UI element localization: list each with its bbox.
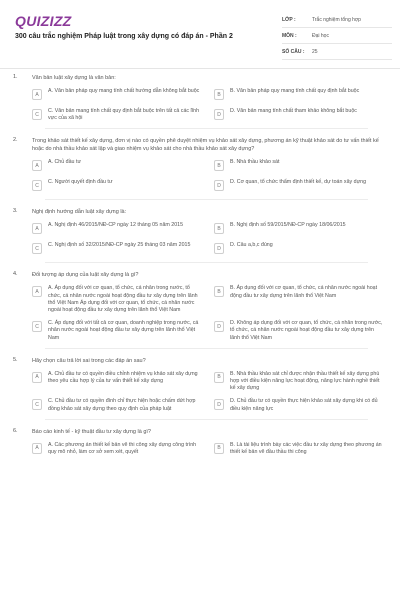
option-letter-box: A [32, 223, 42, 234]
meta-row-class [282, 12, 392, 28]
option-text: C. Áp dụng đối với tất cả cơ quan, doanh nghiệp trong nước, cá nhân nước ngoài hoạt động đầu tư xây dựng trên lãnh thổ Việt Nam [48, 320, 199, 341]
option-text: D. Chủ đầu tư có quyền thực hiện khảo sát xây dựng khi có đủ điều kiện năng lực [230, 398, 378, 412]
option-text: D. Cơ quan, tổ chức thẩm định thiết kế, dự toán xây dựng [230, 179, 367, 186]
question-text: Báo cáo kinh tế - kỹ thuật đầu tư xây dựng là gì? [32, 428, 151, 435]
option-letter-box: A [32, 443, 42, 454]
meta-value: Trắc nghiệm tổng hợp [312, 16, 361, 23]
option-text: C. Người quyết định đầu tư [48, 179, 113, 186]
option-text: B. Áp dụng đối với cơ quan, tổ chức, cá nhân nước ngoài hoạt động đầu tư xây dựng trên lãnh thổ Việt Nam [230, 285, 378, 299]
divider [45, 419, 368, 420]
divider [45, 199, 368, 200]
meta-table [282, 12, 392, 60]
option-b[interactable] [214, 222, 384, 236]
option-letter-box: D [214, 399, 224, 410]
question-number: 6. [13, 427, 18, 434]
meta-value: Đại học [312, 32, 329, 39]
question-3 [0, 208, 400, 263]
document-title: 300 câu trắc nghiệm Pháp luật trong xây dựng có đáp án - Phần 2 [15, 33, 233, 40]
option-a[interactable] [32, 88, 202, 102]
option-a[interactable] [32, 442, 202, 456]
option-text: C. Chủ đầu tư có quyền đình chỉ thực hiện hoặc chấm dứt hợp đồng khảo sát xây dựng theo quy định của pháp luật [48, 398, 196, 412]
option-letter-box: A [32, 160, 42, 171]
meta-row-count [282, 44, 392, 60]
option-letter-box: A [32, 372, 42, 383]
option-text: D. Không áp dụng đối với cơ quan, tổ chức, cá nhân trong nước, tổ chức, cá nhân nước ngoài hoạt động đầu tư xây dựng trên lãnh thổ Việt Nam [230, 320, 383, 341]
option-letter-box: C [32, 399, 42, 410]
question-list [0, 74, 400, 464]
meta-value: 25 [312, 48, 318, 55]
meta-key: SỐ CÂU : [282, 48, 305, 55]
option-letter-box: C [32, 109, 42, 120]
option-letter-box: D [214, 109, 224, 120]
option-text: B. Nhà thầu khảo sát [230, 159, 280, 166]
option-c[interactable] [32, 320, 202, 342]
question-text: Trong khảo sát thiết kế xây dựng, đơn vị nào có quyền phê duyệt nhiệm vụ khảo sát xây dựng, phương án kỹ thuật khảo sát do tư vấn thiết kế hoặc do nhà thầu khảo sát lập và giao nhiệm vụ khảo sát cho nhà thầu khảo sát xây dựng? [32, 138, 379, 153]
option-text: A. Áp dụng đối với cơ quan, tổ chức, cá nhân trong nước, tổ chức, cá nhân nước ngoài hoạt động đầu tư xây dựng trên lãnh thổ Việt Nam Áp dụng đối với cơ quan, tổ chức, cá nhân nước ngoài hoạt động đầu tư xây dựng trên lãnh thổ Việt Nam [48, 285, 198, 314]
option-letter-box: D [214, 243, 224, 254]
question-text: Nghị định hướng dẫn luật xây dựng là: [32, 209, 127, 216]
option-text: C. Văn bản mang tính chất quy định bắt buộc trên tất cả các lĩnh vực của xã hội [48, 108, 200, 122]
option-text: B. Văn bản pháp quy mang tính chất quy định bắt buộc [230, 88, 360, 94]
option-text: A. Các phương án thiết kế bản vẽ thi công xây dựng công trình quy mô nhỏ, làm cơ sở xem xét, quyết [48, 441, 197, 456]
option-c[interactable] [32, 242, 202, 256]
option-b[interactable] [214, 442, 384, 456]
options-grid [32, 442, 384, 456]
meta-key: MÔN : [282, 32, 297, 39]
options-grid [32, 285, 384, 341]
question-number: 5. [13, 356, 18, 363]
header [0, 0, 400, 69]
option-d[interactable] [214, 108, 384, 122]
option-letter-box: B [214, 160, 224, 171]
option-c[interactable] [32, 179, 202, 193]
option-a[interactable] [32, 285, 202, 314]
question-number: 3. [13, 208, 18, 215]
option-b[interactable] [214, 285, 384, 314]
option-letter-box: D [214, 321, 224, 332]
option-c[interactable] [32, 398, 202, 412]
option-text: C. Nghị định số 32/2015/NĐ-CP ngày 25 tháng 03 năm 2015 [48, 242, 191, 249]
question-text: Đối tượng áp dụng của luật xây dựng là gì? [32, 272, 139, 279]
option-a[interactable] [32, 222, 202, 236]
question-text: Văn bản luật xây dựng là văn bản: [32, 75, 116, 81]
option-text: D. Câu a,b,c đúng [230, 242, 273, 249]
option-letter-box: A [32, 89, 42, 100]
question-5 [0, 357, 400, 420]
option-letter-box: C [32, 321, 42, 332]
option-text: A. Chủ đầu tư [48, 159, 81, 166]
question-number: 4. [13, 271, 18, 278]
option-text: B. Nghị định số 59/2015/NĐ-CP ngày 18/06/2015 [230, 222, 346, 229]
option-c[interactable] [32, 108, 202, 122]
meta-row-subject [282, 28, 392, 44]
option-letter-box: B [214, 89, 224, 100]
options-grid [32, 88, 384, 122]
options-grid [32, 371, 384, 413]
option-text: A. Văn bản pháp quy mang tính chất hướng dẫn không bắt buộc [48, 88, 200, 94]
option-d[interactable] [214, 320, 384, 342]
question-number: 1. [13, 74, 18, 80]
option-text: A. Chủ đầu tư có quyền điều chỉnh nhiệm vụ khảo sát xây dựng theo yêu cầu hợp lý của tư vấn thiết kế xây dựng [48, 370, 198, 385]
question-6 [0, 428, 400, 456]
option-letter-box: A [32, 286, 42, 297]
question-1 [0, 74, 400, 129]
options-grid [32, 159, 384, 193]
option-text: B. Là tài liệu trình bày các việc đầu tư xây dựng theo phương án thiết kế bản vẽ đầu thầu thi công [230, 441, 382, 456]
divider [45, 262, 368, 263]
quizizz-logo: QUIZIZZ [15, 13, 72, 29]
question-text: Hãy chọn câu trả lời sai trong các đáp án sau? [32, 357, 146, 364]
option-b[interactable] [214, 159, 384, 173]
option-letter-box: C [32, 180, 42, 191]
option-d[interactable] [214, 179, 384, 193]
option-d[interactable] [214, 242, 384, 256]
option-b[interactable] [214, 88, 384, 102]
question-4 [0, 271, 400, 348]
option-letter-box: C [32, 243, 42, 254]
option-text: A. Nghị định 46/2015/NĐ-CP ngày 12 tháng 05 năm 2015 [48, 222, 184, 229]
options-grid [32, 222, 384, 256]
option-a[interactable] [32, 371, 202, 393]
divider [45, 348, 368, 349]
option-b[interactable] [214, 371, 384, 393]
option-letter-box: B [214, 286, 224, 297]
option-letter-box: B [214, 372, 224, 383]
option-letter-box: D [214, 180, 224, 191]
option-a[interactable] [32, 159, 202, 173]
option-text: D. Văn bản mang tính chất tham khảo không bắt buộc [230, 108, 357, 114]
option-letter-box: B [214, 443, 224, 454]
question-number: 2. [13, 137, 18, 144]
divider [45, 128, 368, 129]
option-text: B. Nhà thầu khảo sát chỉ được nhận thầu thiết kế xây dựng phù hợp với điều kiện năng lực hoạt động, năng lực hành nghề thiết kế xây dựng [230, 370, 380, 392]
question-2 [0, 137, 400, 200]
meta-key: LỚP : [282, 16, 296, 23]
option-d[interactable] [214, 398, 384, 412]
option-letter-box: B [214, 223, 224, 234]
